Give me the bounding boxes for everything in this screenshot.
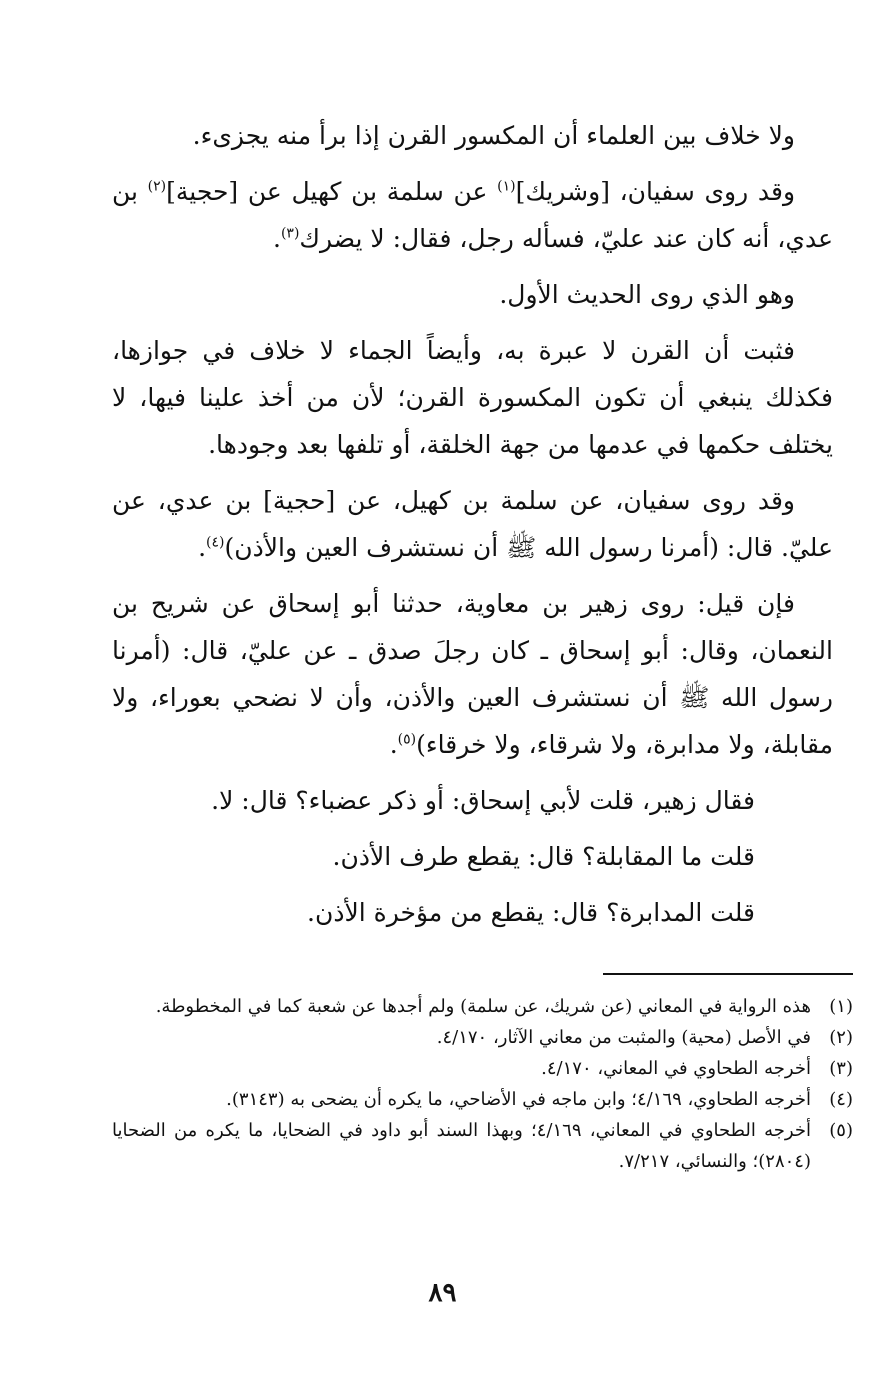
paragraph-text: قلت المدابرة؟ قال: يقطع من مؤخرة الأذن. [307, 898, 755, 927]
body-paragraph [112, 833, 833, 880]
body-paragraph [112, 327, 833, 468]
paragraph-text: . [389, 730, 398, 759]
footnote-ref: (١) [497, 178, 516, 195]
body-paragraph [112, 112, 833, 159]
body-paragraph [112, 271, 833, 318]
footnote-number: (٥) [829, 1119, 853, 1141]
paragraph-text: وقد روى سفيان، عن سلمة بن كهيل، عن [حجية] بن عدي، عن عليّ. قال: (أمرنا رسول الله ﷺ أن نستشرف العين والأذن) [112, 486, 833, 562]
footnote-number: (٤) [829, 1088, 853, 1110]
footnote-text: أخرجه الطحاوي في المعاني، ٤/١٧٠. [541, 1057, 811, 1079]
footnote-item [112, 992, 853, 1023]
footnote-item [112, 1023, 853, 1054]
footnote-item [112, 1085, 853, 1116]
page-number: ٨٩ [428, 1278, 457, 1308]
paragraph-text: عن سلمة بن كهيل عن [حجية] [166, 177, 498, 206]
footnote-ref: (٥) [397, 731, 417, 748]
paragraph-text: فإن قيل: روى زهير بن معاوية، حدثنا أبو إسحاق عن شريح بن النعمان، وقال: أبو إسحاق ـ كان رجلَ صدق ـ عن عليّ، قال: (أمرنا رسول الله ﷺ أن نستشرف العين والأذن، وأن لا نضحي بعوراء، ولا مقابلة، ولا مدابرة، ولا شرقاء، ولا خرقاء) [112, 589, 833, 759]
paragraph-text: بن عدي، أنه كان عند عليّ، فسأله رجل، فقال: لا يضرك [112, 177, 833, 253]
footnote-text: في الأصل (محية) والمثبت من معاني الآثار، ٤/١٧٠. [436, 1026, 811, 1048]
footnote-text: أخرجه الطحاوي في المعاني، ٤/١٦٩؛ وبهذا السند أبو داود في الضحايا، ما يكره من الضحايا (٢٨٠٤)؛ والنسائي، ٧/٢١٧. [112, 1119, 811, 1172]
body-paragraph [112, 889, 833, 936]
body-paragraph [112, 477, 833, 571]
footnotes [112, 992, 853, 1178]
paragraph-text: . [198, 533, 207, 562]
paragraph-text: ولا خلاف بين العلماء أن المكسور القرن إذا برأ منه يجزىء. [192, 121, 795, 150]
footnote-number: (٣) [829, 1057, 853, 1079]
footnote-ref: (٢) [147, 178, 167, 195]
paragraph-text: وهو الذي روى الحديث الأول. [499, 280, 795, 309]
paragraph-text: . [272, 224, 281, 253]
footnote-item [112, 1116, 853, 1178]
footnote-number: (٢) [829, 1026, 853, 1048]
main-text [112, 112, 833, 945]
footnote-text: هذه الرواية في المعاني (عن شريك، عن سلمة) ولم أجدها عن شعبة كما في المخطوطة. [155, 996, 811, 1017]
footnote-text: أخرجه الطحاوي، ٤/١٦٩؛ وابن ماجه في الأضاحي، ما يكره أن يضحى به (٣١٤٣). [226, 1088, 811, 1110]
footnote-item [112, 1054, 853, 1085]
footnote-number: (١) [829, 996, 853, 1017]
body-paragraph [112, 580, 833, 768]
body-paragraph [112, 777, 833, 824]
paragraph-text: فثبت أن القرن لا عبرة به، وأيضاً الجماء لا خلاف في جوازها، فكذلك ينبغي أن تكون المكسورة القرن؛ لأن من أخذ علينا فيها، لا يختلف حكمها في عدمها من جهة الخلقة، أو تلفها بعد وجودها. [112, 336, 833, 459]
paragraph-text: فقال زهير، قلت لأبي إسحاق: أو ذكر عضباء؟ قال: لا. [211, 786, 755, 815]
body-paragraph [112, 168, 833, 262]
footnote-separator [603, 973, 853, 975]
paragraph-text: وقد روى سفيان، [وشريك] [515, 177, 796, 206]
footnote-ref: (٣) [280, 225, 300, 242]
paragraph-text: قلت ما المقابلة؟ قال: يقطع طرف الأذن. [332, 842, 755, 871]
footnote-ref: (٤) [206, 534, 225, 551]
